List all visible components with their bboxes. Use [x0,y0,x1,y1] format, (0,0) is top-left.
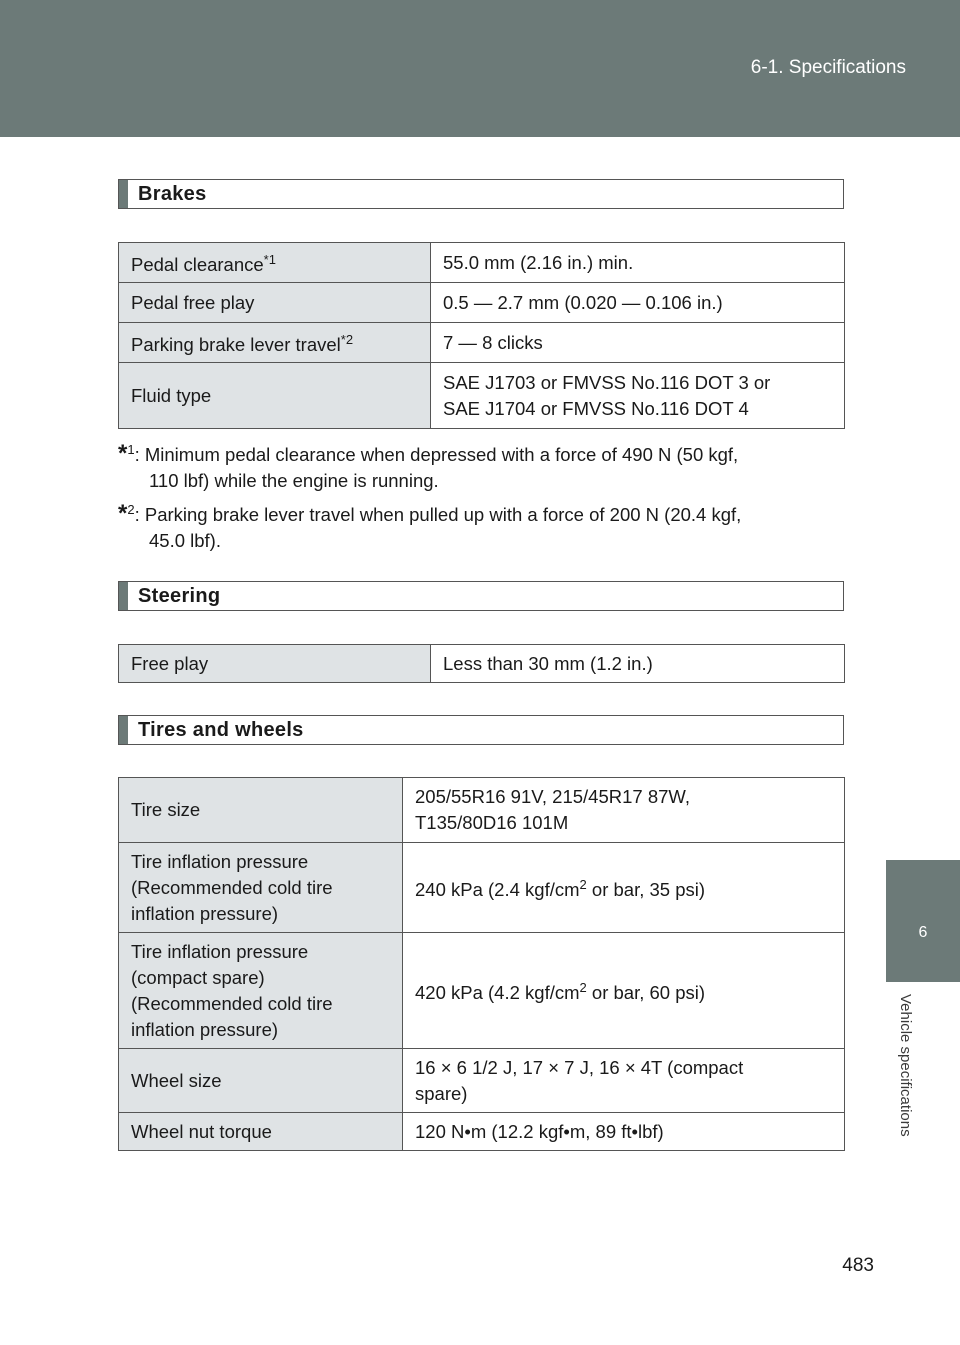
tires-table [118,777,845,1151]
table-row [119,283,845,323]
table-row [119,1113,845,1151]
steering-table [118,644,845,683]
spec-label: Tire inflation pressure (Recommended cold tire inflation pressure) [119,843,403,933]
table-row [119,1049,845,1113]
heading-accent [119,180,128,208]
spec-value: Less than 30 mm (1.2 in.) [431,645,845,683]
steering-heading [118,581,844,611]
spec-label: Fluid type [119,363,431,429]
table-row [119,243,845,283]
spec-label: Wheel size [119,1049,403,1113]
spec-value: 205/55R16 91V, 215/45R17 87W, T135/80D16 101M [403,778,845,843]
table-row [119,323,845,363]
heading-accent [119,716,128,744]
heading-accent [119,582,128,610]
spec-value: 16 × 6 1/2 J, 17 × 7 J, 16 × 4T (compact spare) [403,1049,845,1113]
table-row [119,778,845,843]
spec-value: 120 N•m (12.2 kgf•m, 89 ft•lbf) [403,1113,845,1151]
spec-label: Parking brake lever travel$^{*2}$ [119,323,431,363]
chapter-tab [886,860,960,982]
spec-value: 240 kPa (2.4 kgf/$cm^2$ or bar, 35 psi) [403,843,845,933]
spec-label: Pedal free play [119,283,431,323]
header-bar [0,0,960,137]
brakes-heading [118,179,844,209]
tires-heading [118,715,844,745]
table-row [119,933,845,1049]
brakes-table [118,242,845,429]
spec-label: Wheel nut torque [119,1113,403,1151]
spec-value: 7 — 8 clicks [431,323,845,363]
spec-value: 55.0 mm (2.16 in.) min. [431,243,845,283]
spec-value: 420 kPa (4.2 kgf/$cm^2$ or bar, 60 psi) [403,933,845,1049]
chapter-title: Vehicle specifications [897,994,914,1137]
page-number: 483 [842,1255,874,1276]
steering-title: Steering [138,585,221,607]
footnote-1: *$^1$: Minimum pedal clearance when depressed with a force of 490 N (50 kgf, 110 lbf) while the engine is running. [118,440,739,492]
footnote-2: *$^2$: Parking brake lever travel when pulled up with a force of 200 N (20.4 kgf, 45.0 lbf). [118,500,742,552]
section-label: 6-1. Specifications [750,57,906,78]
table-row [119,645,845,683]
chapter-number: 6 [918,924,928,941]
table-row [119,843,845,933]
spec-label: Pedal clearance$^{*1}$ [119,243,431,283]
tires-title: Tires and wheels [138,719,304,741]
spec-label: Tire inflation pressure (compact spare) (Recommended cold tire inflation pressure) [119,933,403,1049]
brakes-title: Brakes [138,183,207,205]
spec-label: Free play [119,645,431,683]
spec-label: Tire size [119,778,403,843]
spec-value: SAE J1703 or FMVSS No.116 DOT 3 or SAE J1704 or FMVSS No.116 DOT 4 [431,363,845,429]
table-row [119,363,845,429]
spec-value: 0.5 — 2.7 mm (0.020 — 0.106 in.) [431,283,845,323]
